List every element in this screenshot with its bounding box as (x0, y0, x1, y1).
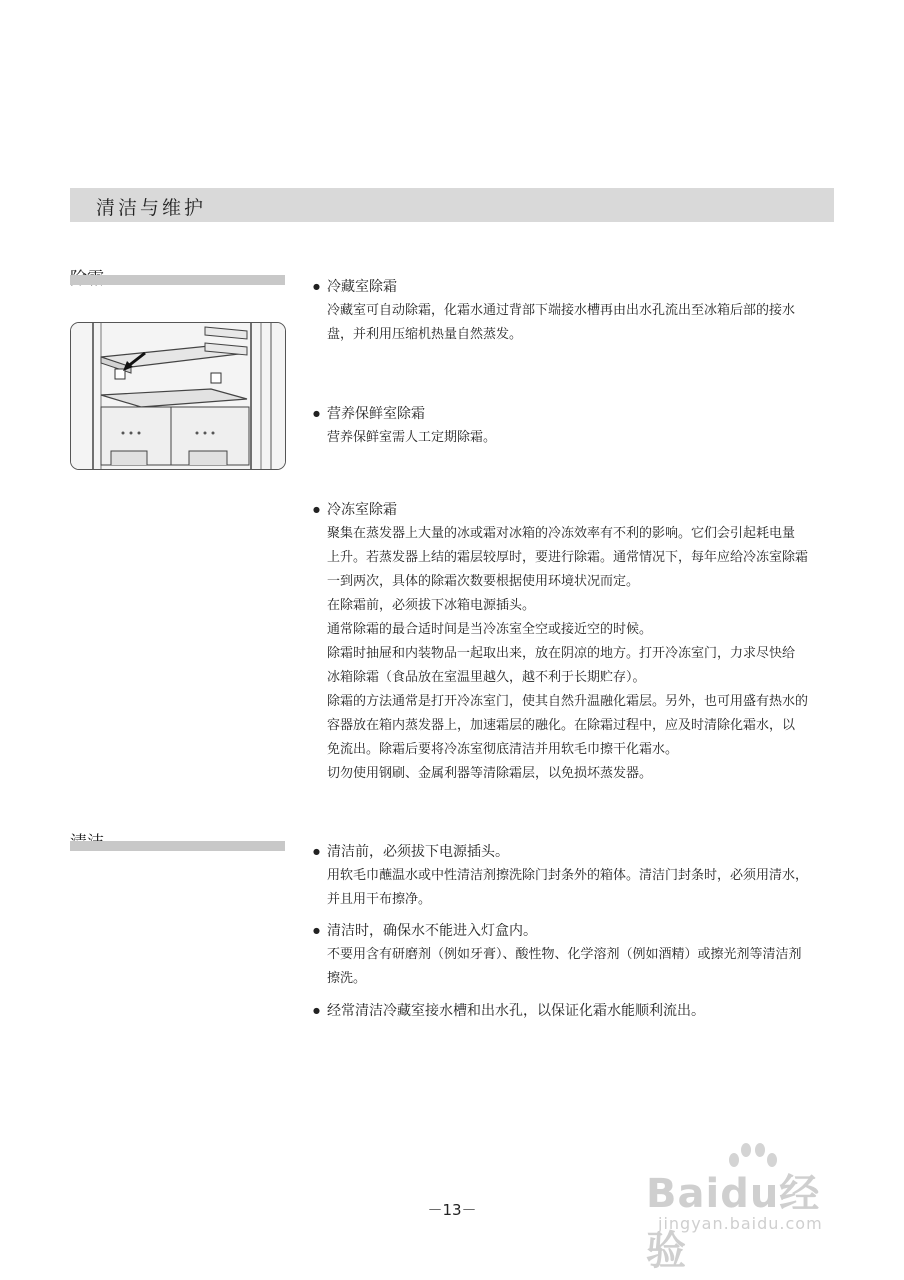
defrost-item-fresh (313, 402, 843, 450)
defrost-heading-rule (70, 275, 285, 285)
fridge-interior-icon (71, 323, 286, 470)
text-line: 擦洗。 (327, 971, 367, 986)
text-line: 容器放在箱内蒸发器上，加速霜层的融化。在除霜过程中，应及时清除化霜水，以 (327, 718, 796, 733)
bullet-title: ● 冷藏室除霜 (313, 275, 843, 299)
text-line: 一到两次，具体的除霜次数要根据使用环境状况而定。 (327, 574, 640, 589)
cleaning-item-lamp (313, 919, 843, 991)
bullet-title: ● 冷冻室除霜 (313, 498, 843, 522)
text-line: 聚集在蒸发器上大量的冰或霜对冰箱的冷冻效率有不利的影响。它们会引起耗电量 (327, 526, 796, 541)
bullet-title: ● 清洁时，确保水不能进入灯盒内。 (313, 919, 843, 943)
refrigerator-illustration (70, 322, 286, 470)
text-line: 盘，并利用压缩机热量自然蒸发。 (327, 327, 523, 342)
baidu-watermark (640, 1140, 860, 1274)
text-line: 切勿使用钢刷、金属利器等清除霜层，以免损坏蒸发器。 (327, 766, 653, 781)
bullet-title: ● 营养保鲜室除霜 (313, 402, 843, 426)
text-line: 除霜时抽屉和内装物品一起取出来，放在阴凉的地方。打开冷冻室门，力求尽快给 (327, 646, 796, 661)
watermark-brand: Baidu经验 (646, 1171, 821, 1274)
bullet-title: ● 经常清洁冷藏室接水槽和出水孔，以保证化霜水能顺利流出。 (313, 999, 843, 1023)
watermark-url: jingyan.baidu.com (658, 1214, 823, 1233)
cleaning-heading-rule (70, 841, 285, 851)
text-line: 用软毛巾蘸温水或中性清洁剂擦洗除门封条外的箱体。清洁门封条时，必须用清水， (327, 868, 809, 883)
page-title: 清洁与维护 (96, 197, 207, 219)
defrost-item-freezer (313, 498, 843, 786)
text-line: 通常除霜的最合适时间是当冷冻室全空或接近空的时候。 (327, 622, 653, 637)
cleaning-item-unplug (313, 840, 843, 912)
page-number: －13－ (427, 1201, 477, 1219)
text-line: 不要用含有研磨剂（例如牙膏）、酸性物、化学溶剂（例如酒精）或擦光剂等清洁剂 (327, 947, 802, 962)
text-line: 冰箱除霜（食品放在室温里越久，越不利于长期贮存）。 (327, 670, 646, 685)
text-line: 冷藏室可自动除霜，化霜水通过背部下端接水槽再由出水孔流出至冰箱后部的接水 (327, 303, 796, 318)
defrost-item-refrigerator (313, 275, 843, 347)
cleaning-item-drain (313, 999, 843, 1023)
text-line: 免流出。除霜后要将冷冻室彻底清洁并用软毛巾擦干化霜水。 (327, 742, 679, 757)
text-line: 并且用干布擦净。 (327, 892, 432, 907)
text-line: 除霜的方法通常是打开冷冻室门，使其自然升温融化霜层。另外，也可用盛有热水的 (327, 694, 809, 709)
bullet-title: ● 清洁前，必须拔下电源插头。 (313, 840, 843, 864)
text-line: 营养保鲜室需人工定期除霜。 (327, 430, 497, 445)
section-header-bar (70, 188, 834, 222)
text-line: 在除霜前，必须拔下冰箱电源插头。 (327, 598, 536, 613)
text-line: 上升。若蒸发器上结的霜层较厚时，要进行除霜。通常情况下，每年应给冷冻室除霜 (327, 550, 809, 565)
